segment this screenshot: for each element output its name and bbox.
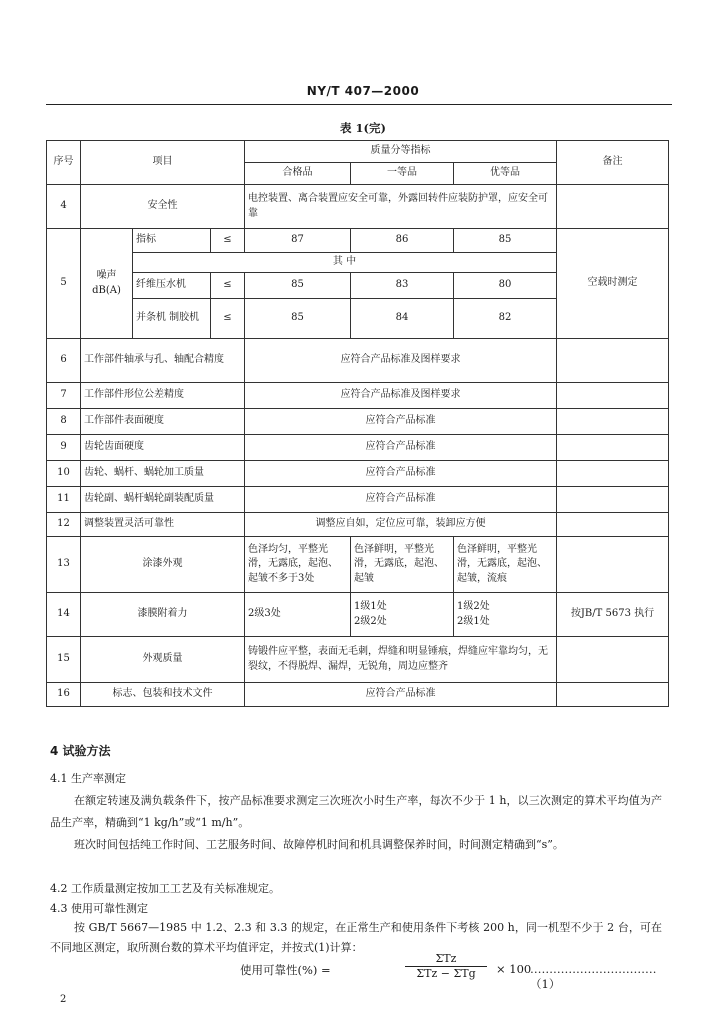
section-4-2: 4.2 工作质量测定按加工工艺及有关标准规定。 bbox=[50, 882, 280, 895]
page-number: 2 bbox=[60, 994, 67, 1005]
noise-remark: 空载时测定 bbox=[557, 229, 669, 339]
row-no: 8 bbox=[47, 409, 81, 435]
noise-sub-label: 指标 bbox=[133, 229, 211, 253]
row-remark bbox=[557, 461, 669, 487]
noise-val: 85 bbox=[245, 273, 351, 299]
noise-sub-label: 并条机 制胶机 bbox=[133, 299, 211, 339]
formula-numerator: ΣTz bbox=[405, 952, 487, 967]
row-item: 工作部件形位公差精度 bbox=[81, 383, 245, 409]
row-remark bbox=[557, 339, 669, 383]
header-rule bbox=[46, 104, 672, 105]
row-no: 9 bbox=[47, 435, 81, 461]
row-no: 10 bbox=[47, 461, 81, 487]
paint-first: 色泽鲜明，平整光滑，无露底，起泡、起皱 bbox=[351, 537, 454, 593]
row-item: 齿轮副、蜗杆蜗轮副装配质量 bbox=[81, 487, 245, 513]
section-4-1-para-1: 在额定转速及满负载条件下，按产品标准要求测定三次班次小时生产率，每次不少于 1 h，以三次测定的算术平均值为产品生产率，精确到“1 kg/h”或“1 m/h”。 bbox=[50, 794, 662, 829]
row-text: 调整应自如，定位应可靠，装卸应方便 bbox=[245, 513, 557, 537]
noise-item: 噪声 dB(A) bbox=[81, 229, 133, 339]
paint-qualified: 色泽均匀，平整光滑，无露底，起泡、起皱不多于3处 bbox=[245, 537, 351, 593]
row-no: 7 bbox=[47, 383, 81, 409]
formula-denominator: ΣTz − ΣTg bbox=[416, 967, 476, 980]
section-4-1-para-2: 班次时间包括纯工作时间、工艺服务时间、故障停机时间和机具调整保养时间，时间测定精确到“s”。 bbox=[74, 838, 564, 851]
section-4-1-title: 4.1 生产率测定 bbox=[50, 772, 126, 785]
noise-val: 85 bbox=[454, 229, 557, 253]
row-remark bbox=[557, 487, 669, 513]
hdr-quality: 质量分等指标 bbox=[245, 141, 557, 163]
row-no: 12 bbox=[47, 513, 81, 537]
section-4-3-title: 4.3 使用可靠性测定 bbox=[50, 902, 148, 915]
row-no: 13 bbox=[47, 537, 81, 593]
paint-superior: 色泽鲜明，平整光滑，无露底，起泡、起皱，流痕 bbox=[454, 537, 557, 593]
adhesion-superior: 1级2处 2级1处 bbox=[454, 593, 557, 637]
row-remark bbox=[557, 409, 669, 435]
row-item: 工作部件表面硬度 bbox=[81, 409, 245, 435]
hdr-first: 一等品 bbox=[351, 163, 454, 185]
row-no: 4 bbox=[47, 185, 81, 229]
hdr-remark: 备注 bbox=[557, 141, 669, 185]
formula-number: ……………………………（1） bbox=[530, 962, 657, 991]
section-4-3-para: 按 GB/T 5667—1985 中 1.2、2.3 和 3.3 的规定，在正常生产和使用条件下考核 200 h，同一机型不少于 2 台，可在不同地区测定，取所测台数的算术平均值评定，并按式(1)计算： bbox=[50, 921, 662, 954]
noise-sub-label: 纤维压水机 bbox=[133, 273, 211, 299]
row-text: 铸锻件应平整，表面无毛刺，焊缝和明显锤痕，焊缝应牢靠均匀，无裂纹，不得脱焊、漏焊，无锐角，周边应整齐 bbox=[245, 637, 557, 683]
row-no: 11 bbox=[47, 487, 81, 513]
row-text: 应符合产品标准 bbox=[245, 487, 557, 513]
row-remark bbox=[557, 435, 669, 461]
formula-lhs: 使用可靠性(%) = bbox=[240, 963, 331, 977]
document-code: NY/T 407—2000 bbox=[306, 84, 420, 98]
row-item: 调整装置灵活可靠性 bbox=[81, 513, 245, 537]
adhesion-first: 1级1处 2级2处 bbox=[351, 593, 454, 637]
row-item: 安全性 bbox=[81, 185, 245, 229]
noise-val: 80 bbox=[454, 273, 557, 299]
hdr-superior: 优等品 bbox=[454, 163, 557, 185]
row-text: 应符合产品标准及图样要求 bbox=[245, 339, 557, 383]
row-text: 应符合产品标准 bbox=[245, 435, 557, 461]
quality-table bbox=[46, 140, 668, 707]
formula-times: × 100 bbox=[496, 962, 532, 976]
row-text: 应符合产品标准 bbox=[245, 461, 557, 487]
row-text: 应符合产品标准及图样要求 bbox=[245, 383, 557, 409]
row-remark bbox=[557, 683, 669, 707]
le-symbol: ≤ bbox=[211, 299, 245, 339]
row-remark bbox=[557, 637, 669, 683]
noise-val: 86 bbox=[351, 229, 454, 253]
row-item: 齿轮齿面硬度 bbox=[81, 435, 245, 461]
adhesion-qualified: 2级3处 bbox=[245, 593, 351, 637]
row-text: 应符合产品标准 bbox=[245, 683, 557, 707]
row-remark bbox=[557, 185, 669, 229]
row-no: 14 bbox=[47, 593, 81, 637]
reliability-formula bbox=[50, 952, 662, 992]
hdr-item: 项目 bbox=[81, 141, 245, 185]
row-remark bbox=[557, 537, 669, 593]
le-symbol: ≤ bbox=[211, 273, 245, 299]
noise-val: 87 bbox=[245, 229, 351, 253]
noise-val: 83 bbox=[351, 273, 454, 299]
row-remark bbox=[557, 513, 669, 537]
row-no: 5 bbox=[47, 229, 81, 339]
row-remark bbox=[557, 383, 669, 409]
row-no: 6 bbox=[47, 339, 81, 383]
row-text: 应符合产品标准 bbox=[245, 409, 557, 435]
row-item: 漆膜附着力 bbox=[81, 593, 245, 637]
noise-val: 82 bbox=[454, 299, 557, 339]
section-4-heading: 4 试验方法 bbox=[50, 744, 111, 758]
row-no: 15 bbox=[47, 637, 81, 683]
row-item: 工作部件轴承与孔、轴配合精度 bbox=[81, 339, 245, 383]
noise-among: 其 中 bbox=[133, 253, 557, 273]
formula-fraction bbox=[405, 952, 487, 980]
hdr-no: 序号 bbox=[47, 141, 81, 185]
row-text: 电控装置、离合装置应安全可靠，外露回转件应装防护罩，应安全可靠 bbox=[245, 185, 557, 229]
row-item: 外观质量 bbox=[81, 637, 245, 683]
le-symbol: ≤ bbox=[211, 229, 245, 253]
row-item: 齿轮、蜗杆、蜗轮加工质量 bbox=[81, 461, 245, 487]
row-item: 涂漆外观 bbox=[81, 537, 245, 593]
noise-val: 84 bbox=[351, 299, 454, 339]
adhesion-remark: 按JB/T 5673 执行 bbox=[557, 593, 669, 637]
noise-val: 85 bbox=[245, 299, 351, 339]
table-title: 表 1(完) bbox=[340, 121, 386, 135]
row-no: 16 bbox=[47, 683, 81, 707]
hdr-qualified: 合格品 bbox=[245, 163, 351, 185]
row-item: 标志、包装和技术文件 bbox=[81, 683, 245, 707]
